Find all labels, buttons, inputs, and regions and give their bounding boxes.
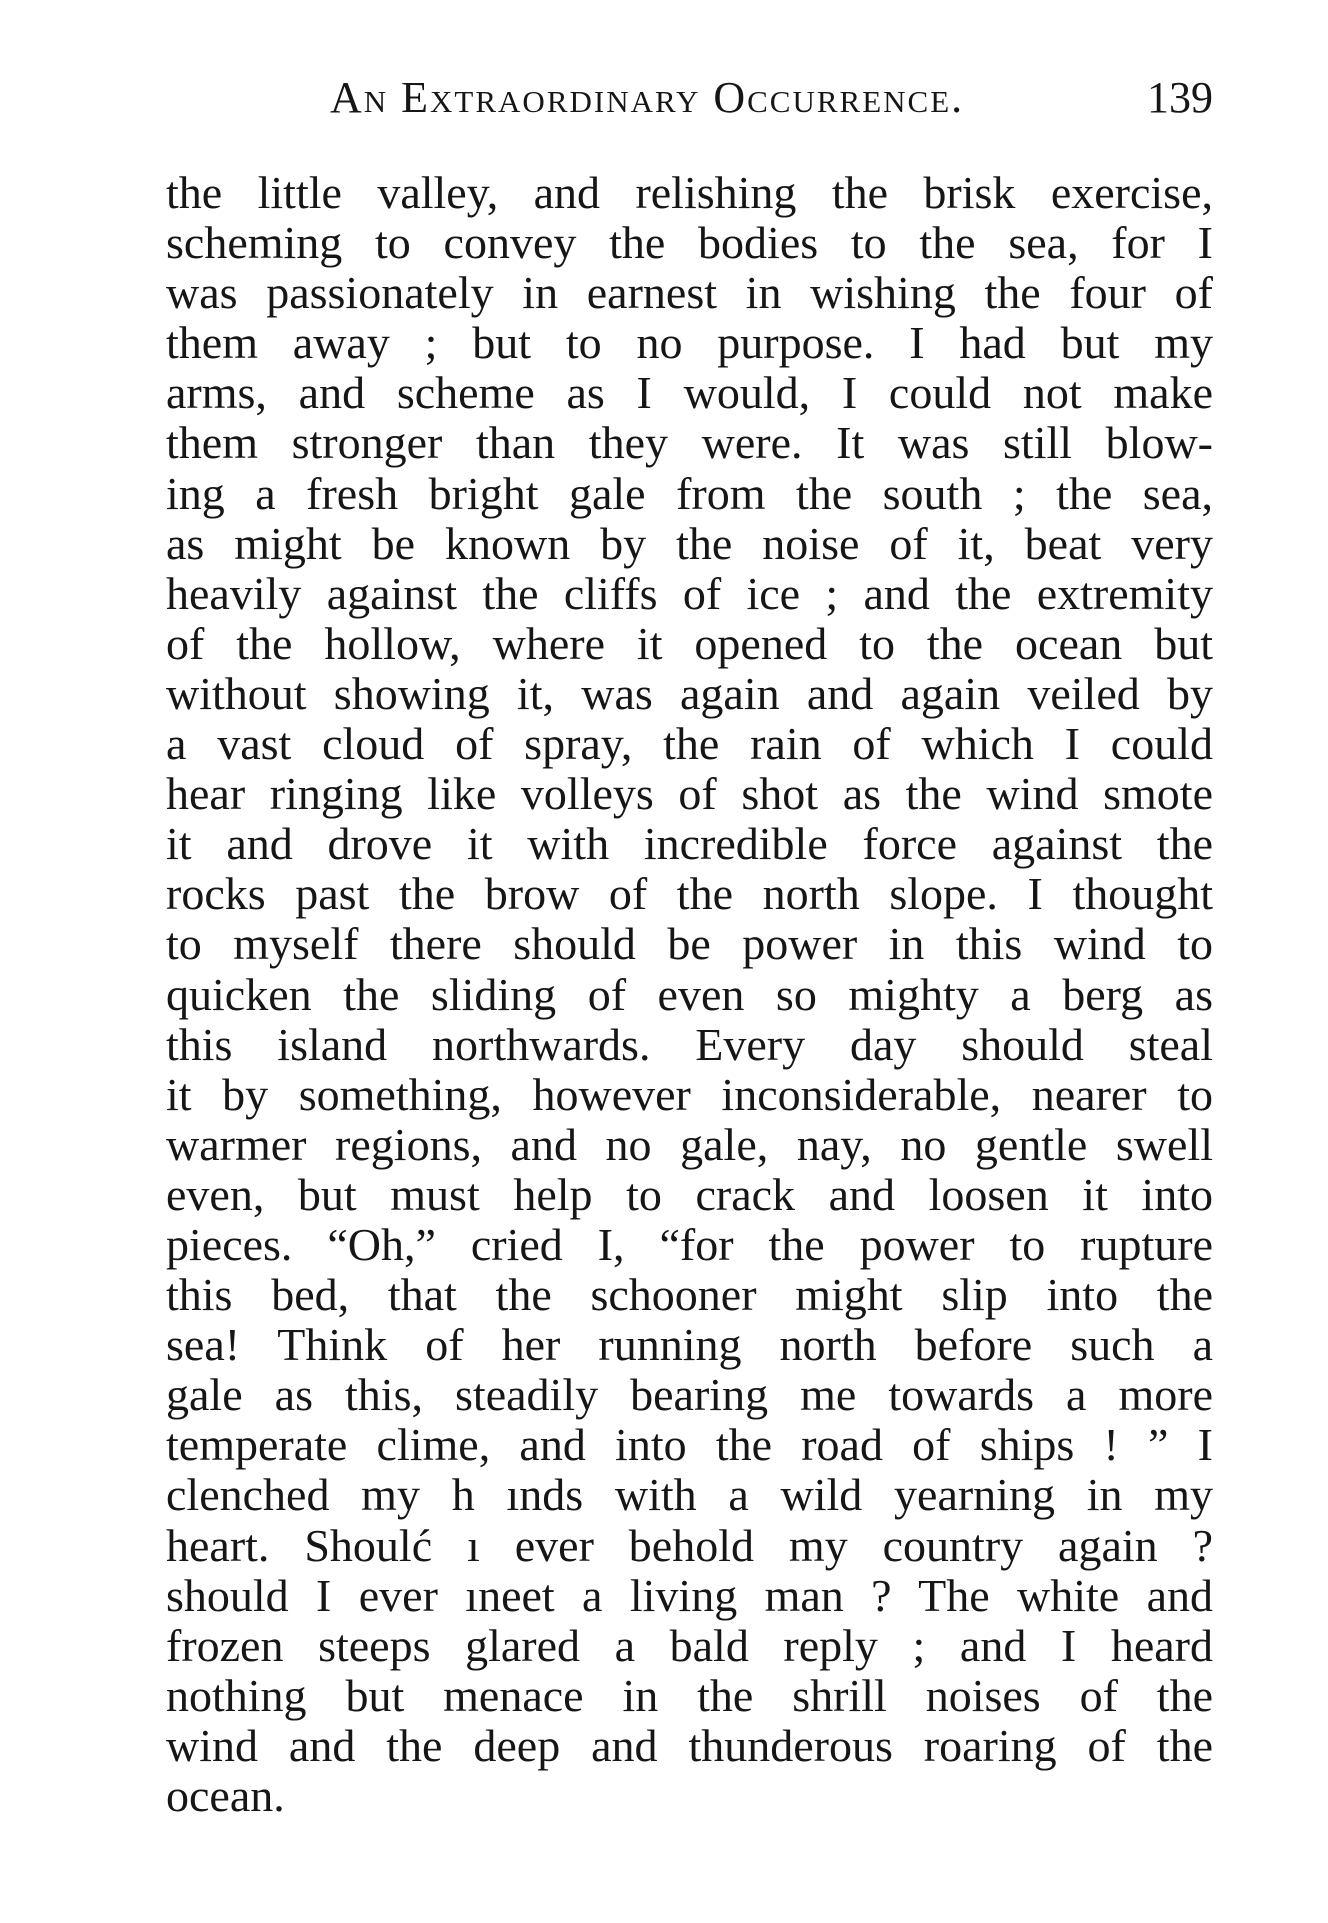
text-line: hear ringing like volleys of shot as the wind smote [166, 768, 1213, 820]
text-line: warmer regions, and no gale, nay, no gentle swell [166, 1118, 1213, 1170]
text-line: this island northwards. Every day should steal [166, 1018, 1213, 1070]
text-line: this bed, that the schooner might slip into the [166, 1269, 1213, 1321]
text-line: a vast cloud of spray, the rain of which I could [166, 718, 1213, 770]
text-line: ocean. [166, 1770, 285, 1821]
text-line: to myself there should be power in this wind to [166, 918, 1213, 970]
text-line: sea! Think of her running north before such a [166, 1319, 1213, 1371]
text-line: was passionately in earnest in wishing the four of [166, 267, 1213, 319]
text-line: temperate clime, and into the road of ships ! ” I [166, 1419, 1213, 1471]
text-line: ing a fresh bright gale from the south ; the sea, [166, 467, 1213, 519]
text-line: should I ever ıneet a living man ? The white and [166, 1569, 1213, 1621]
text-line: pieces. “Oh,” cried I, “for the power to rupture [166, 1218, 1213, 1270]
text-line: heart. Shoulć ı ever behold my country again ? [166, 1519, 1213, 1571]
text-line: rocks past the brow of the north slope. I thought [166, 868, 1213, 920]
running-head [330, 68, 1213, 128]
page-number: 139 [1147, 73, 1213, 122]
text-line: clenched my h ınds with a wild yearning in my [166, 1469, 1213, 1521]
text-line: it and drove it with incredible force against the [166, 818, 1213, 870]
text-line: scheming to convey the bodies to the sea, for I [166, 217, 1213, 269]
text-line: it by something, however inconsiderable, nearer to [166, 1068, 1213, 1120]
text-line: of the hollow, where it opened to the ocean but [166, 617, 1213, 669]
text-line: the little valley, and relishing the brisk exercise, [166, 167, 1213, 218]
text-line: gale as this, steadily bearing me towards a more [166, 1369, 1213, 1421]
text-line: wind and the deep and thunderous roaring of the [166, 1719, 1213, 1771]
text-line: them stronger than they were. It was still blow- [166, 417, 1213, 469]
body-text [166, 168, 1213, 1821]
running-title: An Extraordinary Occurrence. [330, 73, 965, 122]
text-line: arms, and scheme as I would, I could not make [166, 367, 1213, 419]
text-line: even, but must help to crack and loosen it into [166, 1168, 1213, 1220]
text-line: frozen steeps glared a bald reply ; and I heard [166, 1619, 1213, 1671]
text-line: as might be known by the noise of it, beat very [166, 517, 1213, 569]
text-line: heavily against the cliffs of ice ; and the extremity [166, 567, 1213, 619]
text-line: nothing but menace in the shrill noises of the [166, 1669, 1213, 1721]
text-line: them away ; but to no purpose. I had but my [166, 317, 1213, 369]
text-line: quicken the sliding of even so mighty a berg as [166, 968, 1213, 1020]
text-line: without showing it, was again and again veiled by [166, 667, 1213, 719]
